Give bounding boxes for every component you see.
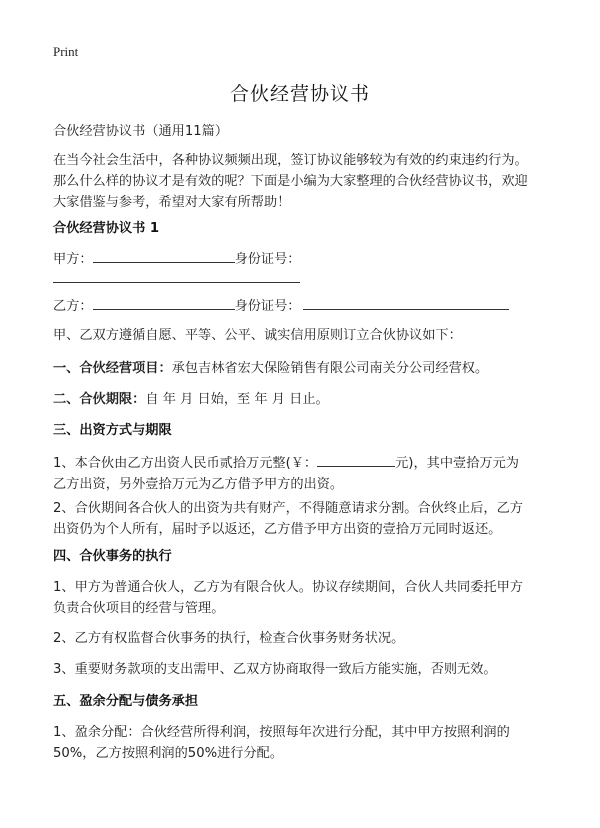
item1-text: 承包吉林省宏大保险销售有限公司南关分公司经营权。 xyxy=(171,361,489,376)
item4-paragraph-2: 2、乙方有权监督合伙事务的执行，检查合伙事务财务状况。 xyxy=(53,631,405,646)
party-a-row xyxy=(53,248,553,270)
item3-p2-line: 出资仍为个人所有，届时予以返还，乙方借予甲方出资的壹拾万元同时返还。 xyxy=(53,522,502,537)
print-link[interactable]: Print xyxy=(53,44,79,59)
item5-p1-line: 1、盈余分配：合伙经营所得利润，按照每年次进行分配，其中甲方按照利润的 xyxy=(53,725,510,740)
party-b-id-label: 身份证号： xyxy=(234,299,301,314)
document-subtitle: 合伙经营协议书（通用11篇） xyxy=(53,124,229,139)
party-b-row xyxy=(53,295,553,317)
party-a-id-label: 身份证号： xyxy=(234,252,301,267)
item3-p1-text: 1、本合伙由乙方出资人民币贰拾万元整(￥： xyxy=(53,456,318,471)
item4-p1-line: 1、甲方为普通合伙人，乙方为有限合伙人。协议存续期间，合伙人共同委托甲方 xyxy=(53,580,523,595)
intro-line: 在当今社会生活中，各种协议频频出现，签订协议能够较为有效的约束违约行为。 xyxy=(53,153,528,168)
item5-paragraph-1 xyxy=(53,722,553,764)
item2-paragraph xyxy=(53,389,553,410)
party-a-id-line xyxy=(53,282,300,283)
intro-paragraph xyxy=(53,150,553,213)
intro-line: 那么什么样的协议才是有效的呢？下面是小编为大家整理的合伙经营协议书，欢迎 xyxy=(53,174,528,189)
item2-text: 自 年 月 日始，至 年 月 日止。 xyxy=(145,392,329,407)
party-b-label: 乙方： xyxy=(53,299,93,314)
item3-paragraph-2 xyxy=(53,498,553,540)
item3-paragraph-1 xyxy=(53,452,553,495)
item2-heading: 二、合伙期限： xyxy=(53,392,146,407)
section-heading: 合伙经营协议书 1 xyxy=(53,221,160,236)
party-a-name-blank xyxy=(93,248,235,263)
item1-heading: 一、合伙经营项目： xyxy=(53,361,172,376)
item4-paragraph-1 xyxy=(53,577,553,619)
item1-paragraph xyxy=(53,358,553,379)
party-a-label: 甲方： xyxy=(53,252,93,267)
party-b-name-blank xyxy=(93,295,235,310)
item3-p1-text: 元)，其中壹拾万元为 xyxy=(395,456,519,471)
item3-p1-line: 乙方出资，另外壹拾万元为乙方借予甲方的出资。 xyxy=(53,477,344,492)
amount-blank xyxy=(317,452,395,467)
item3-heading: 三、出资方式与期限 xyxy=(53,423,172,438)
item3-p2-line: 2、合伙期间各合伙人的出资为共有财产，不得随意请求分割。合伙终止后，乙方 xyxy=(53,501,523,516)
document-title: 合伙经营协议书 xyxy=(229,83,370,105)
item4-heading: 四、合伙事务的执行 xyxy=(53,549,172,564)
principle-paragraph: 甲、乙双方遵循自愿、平等、公平、诚实信用原则订立合伙协议如下： xyxy=(53,328,462,343)
intro-line: 大家借鉴与参考，希望对大家有所帮助！ xyxy=(53,195,291,210)
item5-p1-line: 50%，乙方按照利润的50%进行分配。 xyxy=(53,746,284,761)
item4-paragraph-3: 3、重要财务款项的支出需甲、乙双方协商取得一致后方能实施，否则无效。 xyxy=(53,662,497,677)
item4-p1-line: 负责合伙项目的经营与管理。 xyxy=(53,601,225,616)
item5-heading: 五、盈余分配与债务承担 xyxy=(53,694,199,709)
party-b-id-blank xyxy=(303,295,509,310)
item3-p1-line xyxy=(53,452,553,474)
